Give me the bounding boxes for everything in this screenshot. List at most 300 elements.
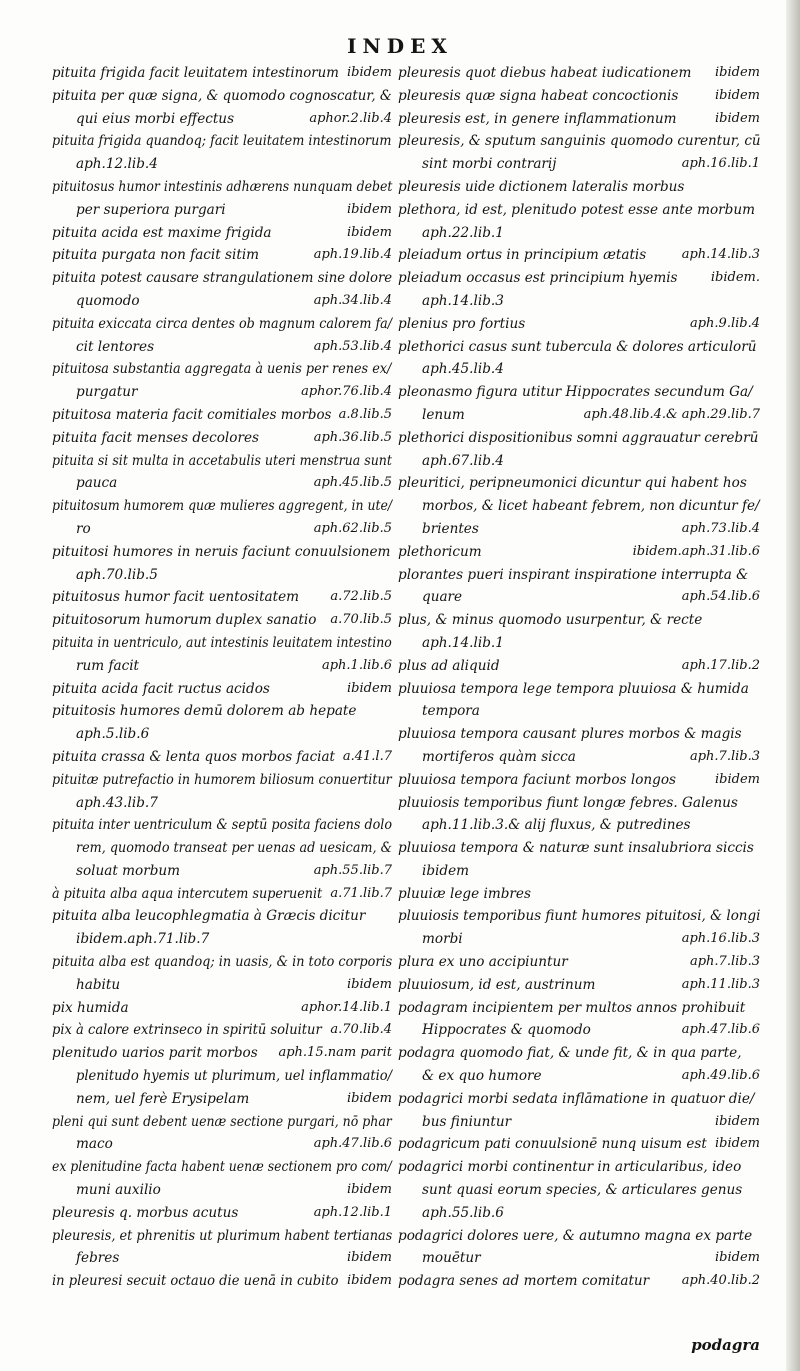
right-column	[398, 62, 760, 1293]
entry-text: pituita facit menses decolores	[52, 429, 259, 446]
entry-line	[52, 1247, 392, 1270]
entry-reference: aph.7.lib.3	[689, 954, 760, 970]
entry-line	[398, 883, 760, 906]
entry-text: pleuresis uide dictionem lateralis morbus	[398, 178, 685, 195]
entry-line	[52, 1156, 392, 1179]
entry-line	[52, 655, 392, 678]
entry-text: pituitosa substantia aggregata à uenis per renes ex/	[52, 361, 392, 378]
entry-line	[52, 62, 392, 85]
index-entry	[52, 176, 392, 222]
index-entry	[398, 837, 760, 883]
entry-line	[52, 518, 392, 541]
index-entry	[52, 1225, 392, 1271]
entry-reference: aph.47.lib.6	[681, 1022, 760, 1038]
entry-text: podagram incipientem per multos annos prohibuit	[398, 999, 746, 1016]
entry-line	[398, 974, 760, 997]
entry-text: Hippocrates & quomodo	[422, 1022, 591, 1039]
entry-line	[398, 1088, 760, 1111]
index-entry	[398, 472, 760, 540]
entry-line	[52, 883, 392, 906]
entry-text: plethoricum	[398, 543, 482, 560]
entry-text: ibidem.aph.71.lib.7	[76, 931, 210, 948]
entry-line	[398, 62, 760, 85]
entry-text: pleuresis quot diebus habeat iudicationem	[398, 65, 692, 81]
entry-text: pleuresis, & sputum sanguinis quomodo curentur, cū	[398, 133, 761, 150]
entry-reference: ibidem	[715, 87, 760, 103]
entry-text: aph.70.lib.5	[76, 566, 158, 583]
index-entry	[52, 495, 392, 541]
entry-line	[52, 1133, 392, 1156]
entry-line	[398, 108, 760, 131]
entry-text: pluuiosa tempora & naturæ sunt insalubriora siccis	[398, 840, 754, 857]
entry-line	[52, 404, 392, 427]
entry-reference: ibidem	[715, 1136, 760, 1152]
entry-text: habitu	[76, 976, 121, 993]
entry-line	[398, 472, 760, 495]
entry-text: aph.55.lib.6	[422, 1204, 504, 1221]
entry-line	[398, 655, 760, 678]
entry-reference: a.70.lib.5	[330, 612, 392, 628]
entry-text: cit lentores	[76, 338, 155, 355]
entry-line	[398, 632, 760, 655]
index-entry	[398, 267, 760, 313]
index-entry	[52, 997, 392, 1020]
entry-text: & ex quo humore	[422, 1068, 542, 1085]
entry-text: pix humida	[52, 999, 129, 1016]
entry-line	[52, 905, 392, 928]
index-entry	[398, 769, 760, 792]
entry-reference: ibidem	[347, 1182, 392, 1198]
entry-text: podagricum pati conuulsionē nunq uisum est	[398, 1136, 707, 1153]
entry-text: pituitosus humor intestinis adhærens nunquam debet	[52, 178, 393, 195]
entry-reference: ibidem	[347, 976, 392, 992]
entry-line	[52, 381, 392, 404]
entry-text: pleuritici, peripneumonici dicuntur qui habent hos	[398, 475, 747, 492]
entry-text: pituita inter uentriculum & septū posita faciens dolo	[52, 817, 393, 834]
entry-reference: ibidem	[347, 1273, 392, 1289]
entry-text: pituitosus humor facit uentositatem	[52, 589, 300, 606]
entry-line	[398, 1225, 760, 1248]
entry-text: plura ex uno accipiuntur	[398, 954, 568, 971]
entry-line	[398, 1065, 760, 1088]
entry-reference: ibidem	[715, 65, 760, 80]
entry-line	[398, 769, 760, 792]
entry-reference: ibidem	[715, 771, 760, 787]
entry-line	[52, 108, 392, 131]
entry-line	[398, 404, 760, 427]
entry-reference: aph.62.lib.5	[313, 520, 392, 536]
entry-reference: aphor.2.lib.4	[309, 110, 392, 126]
entry-line	[398, 1156, 760, 1179]
entry-line	[52, 792, 392, 815]
entry-text: maco	[76, 1136, 113, 1153]
entry-reference: aph.15.nam parit	[278, 1045, 392, 1061]
entry-text: plenitudo hyemis ut plurimum, uel inflammatio/	[76, 1068, 393, 1085]
index-entry	[52, 1202, 392, 1225]
entry-line	[52, 1270, 392, 1293]
entry-line	[52, 130, 392, 153]
entry-line	[52, 358, 392, 381]
index-entry	[398, 85, 760, 108]
entry-line	[398, 541, 760, 564]
entry-text: pituitosi humores in neruis faciunt conuulsionem	[52, 543, 391, 560]
entry-line	[398, 130, 760, 153]
entry-text: pluuiæ lege imbres	[398, 885, 531, 902]
entry-reference: aphor.14.lib.1	[301, 999, 392, 1015]
entry-reference: aph.7.lib.3	[689, 748, 760, 764]
index-entry	[52, 62, 392, 85]
entry-line	[52, 997, 392, 1020]
entry-line	[52, 1225, 392, 1248]
entry-line	[52, 769, 392, 792]
entry-line	[52, 244, 392, 267]
index-entry	[398, 678, 760, 724]
entry-line	[398, 381, 760, 404]
entry-line	[52, 1179, 392, 1202]
left-column	[52, 62, 392, 1293]
entry-line	[398, 1270, 760, 1293]
entry-text: à pituita alba aqua intercutem superuenit	[52, 885, 323, 902]
index-entry	[52, 1042, 392, 1110]
entry-reference: ibidem.	[710, 270, 760, 286]
entry-text: pleuresis quæ signa habeat concoctionis	[398, 87, 679, 104]
index-entry	[52, 586, 392, 609]
entry-line	[52, 678, 392, 701]
entry-reference: aph.54.lib.6	[681, 589, 760, 605]
entry-line	[398, 860, 760, 883]
index-entry	[398, 244, 760, 267]
entry-text: podagrici morbi sedata inflāmatione in quatuor die/	[398, 1090, 755, 1107]
entry-text: plethorici casus sunt tubercula & dolores articulorū	[398, 338, 757, 355]
entry-text: quomodo	[76, 292, 140, 309]
index-entry	[52, 905, 392, 951]
index-entry	[52, 404, 392, 427]
entry-line	[398, 267, 760, 290]
entry-text: pleonasmo figura utitur Hippocrates secundum Ga/	[398, 384, 753, 401]
entry-text: pituita si sit multa in accetabulis uteri menstrua sunt	[52, 452, 392, 469]
entry-reference: ibidem	[347, 680, 392, 696]
entry-text: pituita crassa & lenta quos morbos faciat	[52, 748, 335, 765]
entry-text: podagra senes ad mortem comitatur	[398, 1273, 650, 1290]
index-entry	[52, 130, 392, 176]
index-entry	[398, 381, 760, 427]
entry-line	[398, 336, 760, 359]
index-entry	[398, 427, 760, 473]
entry-text: pituitosa materia facit comitiales morbos	[52, 406, 332, 423]
entry-line	[52, 700, 392, 723]
entry-text: pituita acida est maxime frigida	[52, 224, 272, 241]
entry-reference: ibidem	[347, 201, 392, 217]
entry-reference: aph.14.lib.3	[681, 247, 760, 263]
entry-line	[52, 495, 392, 518]
entry-text: lenum	[422, 406, 465, 423]
entry-reference: aph.53.lib.4	[313, 338, 392, 354]
entry-line	[52, 1065, 392, 1088]
entry-line	[52, 450, 392, 473]
entry-line	[52, 928, 392, 951]
entry-line	[52, 860, 392, 883]
entry-reference: ibidem	[715, 110, 760, 126]
index-entry	[52, 358, 392, 404]
entry-line	[398, 1111, 760, 1134]
entry-text: pituita potest causare strangulationem sine dolore	[52, 270, 393, 287]
entry-line	[52, 541, 392, 564]
index-entry	[398, 62, 760, 85]
entry-line	[398, 746, 760, 769]
entry-text: per superiora purgari	[76, 201, 226, 218]
index-entry	[398, 792, 760, 838]
page-edge-shadow	[786, 0, 800, 1371]
entry-text: pluuiosum, id est, austrinum	[398, 976, 596, 993]
entry-line	[52, 723, 392, 746]
index-entry	[52, 1111, 392, 1157]
entry-line	[52, 427, 392, 450]
index-entry	[52, 769, 392, 815]
catchword: podagra	[691, 1336, 760, 1354]
entry-reference: a.71.lib.7	[330, 885, 392, 901]
entry-text: rem, quomodo transeat per uenas ad uesicam, &	[76, 840, 392, 857]
index-entry	[398, 974, 760, 997]
index-entry	[398, 655, 760, 678]
entry-text: pituitæ putrefactio in humorem biliosum conuertitur	[52, 771, 392, 788]
entry-text: plethorici dispositionibus somni aggrauatur cerebrū	[398, 429, 759, 446]
index-entry	[52, 85, 392, 131]
entry-text: rum facit	[76, 657, 140, 674]
entry-line	[398, 814, 760, 837]
entry-line	[52, 814, 392, 837]
entry-text: soluat morbum	[76, 862, 181, 879]
entry-reference: aph.47.lib.6	[313, 1136, 392, 1152]
index-entry	[398, 176, 760, 199]
entry-text: nem, uel ferè Erysipelam	[76, 1090, 250, 1107]
index-entry	[398, 951, 760, 974]
entry-line	[398, 837, 760, 860]
entry-line	[52, 951, 392, 974]
index-entry	[398, 336, 760, 382]
entry-line	[398, 358, 760, 381]
entry-text: aph.14.lib.1	[422, 634, 504, 651]
entry-line	[52, 176, 392, 199]
entry-reference: aph.17.lib.2	[681, 657, 760, 673]
entry-reference: aph.40.lib.2	[681, 1273, 760, 1289]
index-entry	[52, 678, 392, 701]
entry-text: pituita per quæ signa, & quomodo cognoscatur, &	[52, 87, 392, 104]
entry-text: pleiadum occasus est principium hyemis	[398, 270, 678, 287]
entry-text: pituitosorum humorum duplex sanatio	[52, 612, 317, 629]
entry-text: mouētur	[422, 1250, 481, 1267]
entry-line	[398, 85, 760, 108]
entry-reference: aph.48.lib.4.& aph.29.lib.7	[583, 406, 760, 422]
entry-line	[398, 905, 760, 928]
entry-text: aph.45.lib.4	[422, 361, 504, 378]
entry-text: plus ad aliquid	[398, 657, 500, 674]
entry-line	[52, 746, 392, 769]
entry-reference: aphor.76.lib.4	[301, 384, 392, 400]
entry-reference: aph.19.lib.4	[313, 247, 392, 263]
entry-line	[52, 609, 392, 632]
index-entry	[398, 1270, 760, 1293]
index-entry	[52, 814, 392, 882]
entry-text: pituita frigida quandoq; facit leuitatem intestinorum	[52, 133, 392, 150]
entry-text: febres	[76, 1250, 120, 1267]
entry-line	[398, 450, 760, 473]
entry-line	[52, 85, 392, 108]
entry-reference: a.41.l.7	[342, 748, 392, 764]
entry-text: pituitosum humorem quæ mulieres aggregent, in ute/	[52, 498, 393, 515]
entry-line	[52, 222, 392, 245]
index-entry	[52, 1270, 392, 1293]
index-entry	[398, 1156, 760, 1224]
index-entry	[398, 883, 760, 906]
entry-reference: aph.16.lib.1	[681, 156, 760, 172]
entry-line	[398, 1202, 760, 1225]
entry-line	[398, 199, 760, 222]
index-entry	[398, 541, 760, 564]
entry-line	[52, 313, 392, 336]
entry-line	[52, 1019, 392, 1042]
index-entry	[398, 108, 760, 131]
entry-line	[398, 951, 760, 974]
index-entry	[52, 1019, 392, 1042]
entry-line	[398, 1042, 760, 1065]
entry-text: quare	[422, 589, 463, 606]
entry-line	[398, 586, 760, 609]
entry-text: purgatur	[76, 384, 138, 401]
index-entry	[398, 130, 760, 176]
entry-text: brientes	[422, 520, 479, 537]
entry-line	[398, 1179, 760, 1202]
entry-text: aph.43.lib.7	[76, 794, 158, 811]
entry-text: tempora	[422, 703, 480, 720]
index-entry	[52, 746, 392, 769]
entry-text: muni auxilio	[76, 1182, 161, 1199]
index-entry	[398, 199, 760, 245]
index-entry	[52, 222, 392, 245]
index-entry	[52, 951, 392, 997]
entry-reference: ibidem	[715, 1250, 760, 1266]
entry-reference: a.72.lib.5	[330, 589, 392, 605]
entry-line	[398, 290, 760, 313]
entry-reference: aph.45.lib.5	[313, 475, 392, 491]
entry-text: pleiadum ortus in principium ætatis	[398, 247, 647, 264]
entry-text: in pleuresi secuit octauo die uenā in cubito	[52, 1273, 339, 1290]
entry-text: aph.11.lib.3.& alij fluxus, & putredines	[422, 817, 691, 834]
entry-line	[52, 153, 392, 176]
entry-text: qui eius morbi effectus	[76, 110, 235, 127]
entry-line	[398, 153, 760, 176]
entry-line	[52, 472, 392, 495]
entry-text: plenitudo uarios parit morbos	[52, 1045, 258, 1062]
entry-line	[398, 997, 760, 1020]
entry-text: aph.14.lib.3	[422, 292, 504, 309]
index-entry	[398, 905, 760, 951]
entry-line	[398, 700, 760, 723]
entry-line	[52, 974, 392, 997]
entry-reference: aph.9.lib.4	[689, 315, 760, 331]
entry-text: bus finiuntur	[422, 1113, 512, 1130]
entry-text: pluuiosis temporibus fiunt humores pituitosi, & longi	[398, 908, 761, 925]
entry-line	[398, 1247, 760, 1270]
entry-line	[52, 586, 392, 609]
entry-line	[398, 427, 760, 450]
entry-line	[52, 1202, 392, 1225]
entry-line	[398, 609, 760, 632]
entry-text: pluuiosa tempora lege tempora pluuiosa & humida	[398, 680, 749, 697]
entry-line	[398, 313, 760, 336]
entry-text: pituitosis humores demū dolorem ab hepate	[52, 703, 357, 720]
entry-line	[52, 1111, 392, 1134]
entry-text: pleuresis est, in genere inflammationum	[398, 110, 677, 127]
entry-reference: ibidem	[347, 1250, 392, 1266]
entry-text: ro	[76, 520, 91, 537]
entry-reference: a.70.lib.4	[330, 1022, 392, 1038]
index-entry	[52, 700, 392, 746]
entry-reference: aph.36.lib.5	[313, 429, 392, 445]
entry-reference: aph.1.lib.6	[321, 657, 392, 673]
index-entry	[398, 1042, 760, 1088]
entry-text: ex plenitudine facta habent uenæ sectionem pro com/	[52, 1159, 392, 1176]
entry-text: pluuiosa tempora faciunt morbos longos	[398, 771, 676, 788]
index-entry	[398, 1088, 760, 1134]
entry-text: pituita acida facit ructus acidos	[52, 680, 270, 697]
index-entry	[52, 244, 392, 267]
entry-text: pleuresis q. morbus acutus	[52, 1204, 239, 1221]
entry-line	[398, 1019, 760, 1042]
index-entry	[52, 632, 392, 678]
entry-line	[398, 564, 760, 587]
entry-text: plorantes pueri inspirant inspiratione interrupta &	[398, 566, 749, 583]
entry-reference: aph.11.lib.3	[681, 976, 760, 992]
entry-text: aph.67.lib.4	[422, 452, 504, 469]
entry-text: pituita frigida facit leuitatem intestinorum	[52, 65, 339, 81]
entry-line	[398, 495, 760, 518]
index-entry	[398, 609, 760, 655]
entry-text: pituita alba leucophlegmatia à Græcis dicitur	[52, 908, 366, 925]
entry-text: mortiferos quàm sicca	[422, 748, 576, 765]
entry-text: pix à calore extrinseco in spiritū soluitur	[52, 1022, 322, 1039]
index-entry	[398, 1133, 760, 1156]
entry-line	[52, 336, 392, 359]
index-entry	[398, 313, 760, 336]
index-entry	[52, 313, 392, 359]
page-header: INDEX	[347, 34, 453, 58]
entry-line	[52, 1042, 392, 1065]
entry-text: pituita in uentriculo, aut intestinis leuitatem intestino	[52, 634, 392, 651]
entry-reference: ibidem.aph.31.lib.6	[632, 543, 760, 559]
entry-text: aph.22.lib.1	[422, 224, 504, 241]
entry-reference: ibidem	[347, 224, 392, 240]
entry-text: podagrici morbi continentur in articularibus, ideo	[398, 1159, 742, 1176]
entry-text: podagra quomodo fiat, & unde fit, & in qua parte,	[398, 1045, 742, 1062]
entry-reference: aph.49.lib.6	[681, 1068, 760, 1084]
entry-reference: ibidem	[347, 65, 392, 80]
index-entry	[52, 450, 392, 496]
entry-line	[398, 723, 760, 746]
entry-text: pituita exiccata circa dentes ob magnum calorem fa/	[52, 315, 393, 332]
entry-text: morbi	[422, 931, 463, 948]
entry-reference: aph.73.lib.4	[681, 520, 760, 536]
entry-reference: ibidem	[715, 1113, 760, 1129]
index-entry	[52, 267, 392, 313]
index-entry	[52, 883, 392, 906]
entry-reference: aph.16.lib.3	[681, 931, 760, 947]
index-entry	[52, 427, 392, 450]
entry-line	[52, 290, 392, 313]
entry-text: pluuiosis temporibus fiunt longæ febres. Galenus	[398, 794, 738, 811]
entry-text: pleni qui sunt debent uenæ sectione purgari, nō phar	[52, 1113, 392, 1130]
index-entry	[398, 564, 760, 610]
entry-line	[52, 199, 392, 222]
